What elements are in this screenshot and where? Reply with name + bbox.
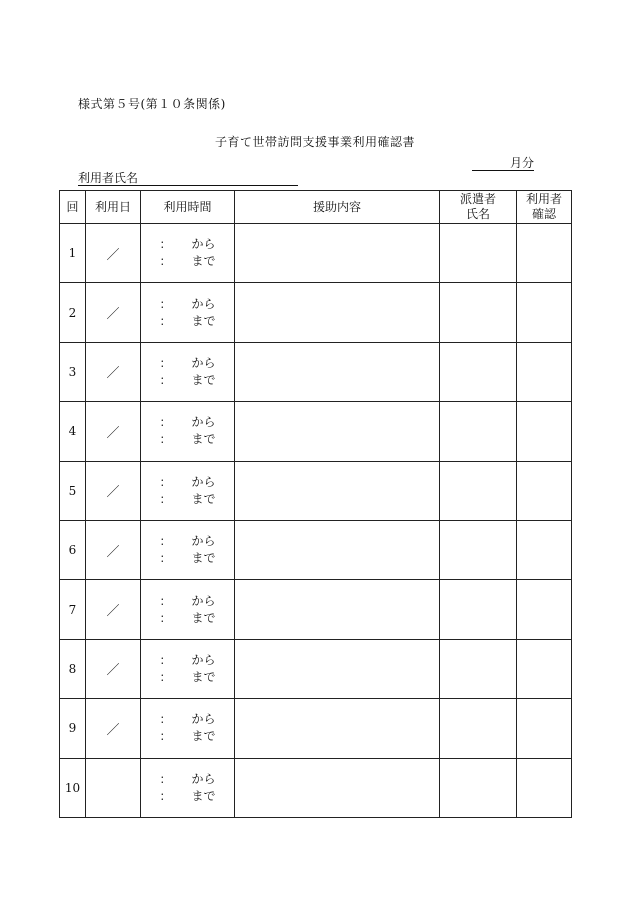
time-until-label: まで [191, 432, 216, 447]
time-cell[interactable] [141, 461, 235, 520]
row-number: 2 [60, 283, 86, 342]
date-cell[interactable]: ／ [86, 580, 141, 639]
table-row [60, 699, 572, 758]
time-cell[interactable] [141, 342, 235, 401]
header-content: 援助内容 [235, 191, 440, 224]
time-from-colon: ： [159, 712, 172, 727]
staff-name-cell[interactable] [440, 283, 517, 342]
time-until-label: まで [191, 254, 216, 269]
time-from-label: から [191, 355, 216, 370]
time-until-colon: ： [159, 610, 172, 625]
row-number: 3 [60, 342, 86, 401]
date-cell[interactable]: ／ [86, 224, 141, 283]
user-confirm-cell[interactable] [517, 224, 572, 283]
user-confirm-cell[interactable] [517, 639, 572, 698]
header-number: 回 [60, 191, 86, 224]
date-cell[interactable]: ／ [86, 699, 141, 758]
content-cell[interactable] [235, 342, 440, 401]
header-date: 利用日 [86, 191, 141, 224]
user-confirm-cell[interactable] [517, 699, 572, 758]
time-until-colon: ： [159, 432, 172, 447]
header-confirm-line1: 利用者 [525, 192, 562, 206]
time-cell[interactable] [141, 639, 235, 698]
date-cell[interactable]: ／ [86, 461, 141, 520]
time-from-colon: ： [159, 415, 172, 430]
staff-name-cell[interactable] [440, 639, 517, 698]
time-from-label: から [191, 415, 216, 430]
time-cell[interactable] [141, 520, 235, 579]
table-row [60, 224, 572, 283]
row-number: 7 [60, 580, 86, 639]
time-from-colon: ： [159, 355, 172, 370]
time-from-colon: ： [159, 652, 172, 667]
time-from-label: から [191, 593, 216, 608]
document-title: 子育て世帯訪問支援事業利用確認書 [214, 135, 415, 149]
user-confirm-cell[interactable] [517, 758, 572, 817]
time-until-line [141, 788, 234, 805]
table-row [60, 580, 572, 639]
staff-name-cell[interactable] [440, 461, 517, 520]
user-confirm-cell[interactable] [517, 520, 572, 579]
content-cell[interactable] [235, 639, 440, 698]
row-number: 10 [60, 758, 86, 817]
content-cell[interactable] [235, 461, 440, 520]
staff-name-cell[interactable] [440, 342, 517, 401]
time-until-colon: ： [159, 372, 172, 387]
time-from-line [141, 533, 234, 550]
time-until-line [141, 610, 234, 627]
month-blank-line[interactable] [472, 158, 510, 171]
time-from-line [141, 414, 234, 431]
time-from-line [141, 593, 234, 610]
time-until-colon: ： [159, 491, 172, 506]
time-until-line [141, 372, 234, 389]
time-cell[interactable] [141, 699, 235, 758]
table-header-row [60, 191, 572, 224]
date-cell[interactable]: ／ [86, 283, 141, 342]
time-from-label: から [191, 771, 216, 786]
time-until-label: まで [191, 313, 216, 328]
table-row [60, 402, 572, 461]
date-cell[interactable]: ／ [86, 342, 141, 401]
time-until-label: まで [191, 729, 216, 744]
time-from-line [141, 711, 234, 728]
staff-name-cell[interactable] [440, 224, 517, 283]
time-until-line [141, 550, 234, 567]
usage-log-table [59, 190, 572, 818]
time-until-label: まで [191, 610, 216, 625]
time-from-line [141, 474, 234, 491]
time-from-label: から [191, 296, 216, 311]
content-cell[interactable] [235, 758, 440, 817]
time-until-colon: ： [159, 313, 172, 328]
table-row [60, 520, 572, 579]
form-number: 様式第５号(第１０条関係) [78, 97, 226, 111]
header-staff-line1: 派遣者 [459, 192, 496, 206]
time-until-line [141, 431, 234, 448]
table-row [60, 283, 572, 342]
time-until-colon: ： [159, 254, 172, 269]
user-confirm-cell[interactable] [517, 402, 572, 461]
date-cell[interactable] [86, 758, 141, 817]
table-row [60, 639, 572, 698]
time-until-line [141, 728, 234, 745]
user-name-label: 利用者氏名 [78, 171, 139, 185]
row-number: 9 [60, 699, 86, 758]
user-confirm-cell[interactable] [517, 342, 572, 401]
header-user-confirm [517, 191, 572, 224]
time-cell[interactable] [141, 283, 235, 342]
staff-name-cell[interactable] [440, 758, 517, 817]
time-from-colon: ： [159, 474, 172, 489]
staff-name-cell[interactable] [440, 699, 517, 758]
time-from-line [141, 355, 234, 372]
time-until-label: まで [191, 372, 216, 387]
time-until-line [141, 253, 234, 270]
staff-name-cell[interactable] [440, 520, 517, 579]
date-cell[interactable]: ／ [86, 402, 141, 461]
time-until-label: まで [191, 669, 216, 684]
time-until-colon: ： [159, 551, 172, 566]
time-until-line [141, 669, 234, 686]
time-until-line [141, 491, 234, 508]
time-from-label: から [191, 474, 216, 489]
user-confirm-cell[interactable] [517, 461, 572, 520]
table-row [60, 461, 572, 520]
row-number: 8 [60, 639, 86, 698]
row-number: 6 [60, 520, 86, 579]
user-confirm-cell[interactable] [517, 580, 572, 639]
row-number: 4 [60, 402, 86, 461]
time-cell[interactable] [141, 402, 235, 461]
content-cell[interactable] [235, 283, 440, 342]
month-field [472, 154, 534, 171]
date-cell[interactable]: ／ [86, 639, 141, 698]
time-from-colon: ： [159, 534, 172, 549]
time-from-colon: ： [159, 593, 172, 608]
time-from-label: から [191, 237, 216, 252]
date-cell[interactable]: ／ [86, 520, 141, 579]
content-cell[interactable] [235, 520, 440, 579]
table-row [60, 342, 572, 401]
content-cell[interactable] [235, 224, 440, 283]
time-until-label: まで [191, 551, 216, 566]
header-staff-name [440, 191, 517, 224]
content-cell[interactable] [235, 699, 440, 758]
time-from-line [141, 296, 234, 313]
row-number: 1 [60, 224, 86, 283]
staff-name-cell[interactable] [440, 580, 517, 639]
time-from-label: から [191, 534, 216, 549]
row-number: 5 [60, 461, 86, 520]
time-from-colon: ： [159, 237, 172, 252]
user-name-field[interactable] [78, 171, 298, 186]
time-from-line [141, 236, 234, 253]
time-cell[interactable] [141, 758, 235, 817]
header-time: 利用時間 [141, 191, 235, 224]
table-row [60, 758, 572, 817]
time-cell[interactable] [141, 224, 235, 283]
month-label: 月分 [510, 156, 535, 170]
time-until-colon: ： [159, 669, 172, 684]
table-body [60, 224, 572, 818]
content-cell[interactable] [235, 402, 440, 461]
time-until-colon: ： [159, 729, 172, 744]
time-from-label: から [191, 712, 216, 727]
time-until-line [141, 313, 234, 330]
content-cell[interactable] [235, 580, 440, 639]
header-confirm-line2: 確認 [531, 207, 556, 221]
staff-name-cell[interactable] [440, 402, 517, 461]
time-from-colon: ： [159, 296, 172, 311]
header-staff-line2: 氏名 [465, 207, 490, 221]
time-from-line [141, 771, 234, 788]
time-until-colon: ： [159, 788, 172, 803]
time-from-colon: ： [159, 771, 172, 786]
time-from-line [141, 652, 234, 669]
time-until-label: まで [191, 788, 216, 803]
time-until-label: まで [191, 491, 216, 506]
time-from-label: から [191, 652, 216, 667]
user-confirm-cell[interactable] [517, 283, 572, 342]
time-cell[interactable] [141, 580, 235, 639]
